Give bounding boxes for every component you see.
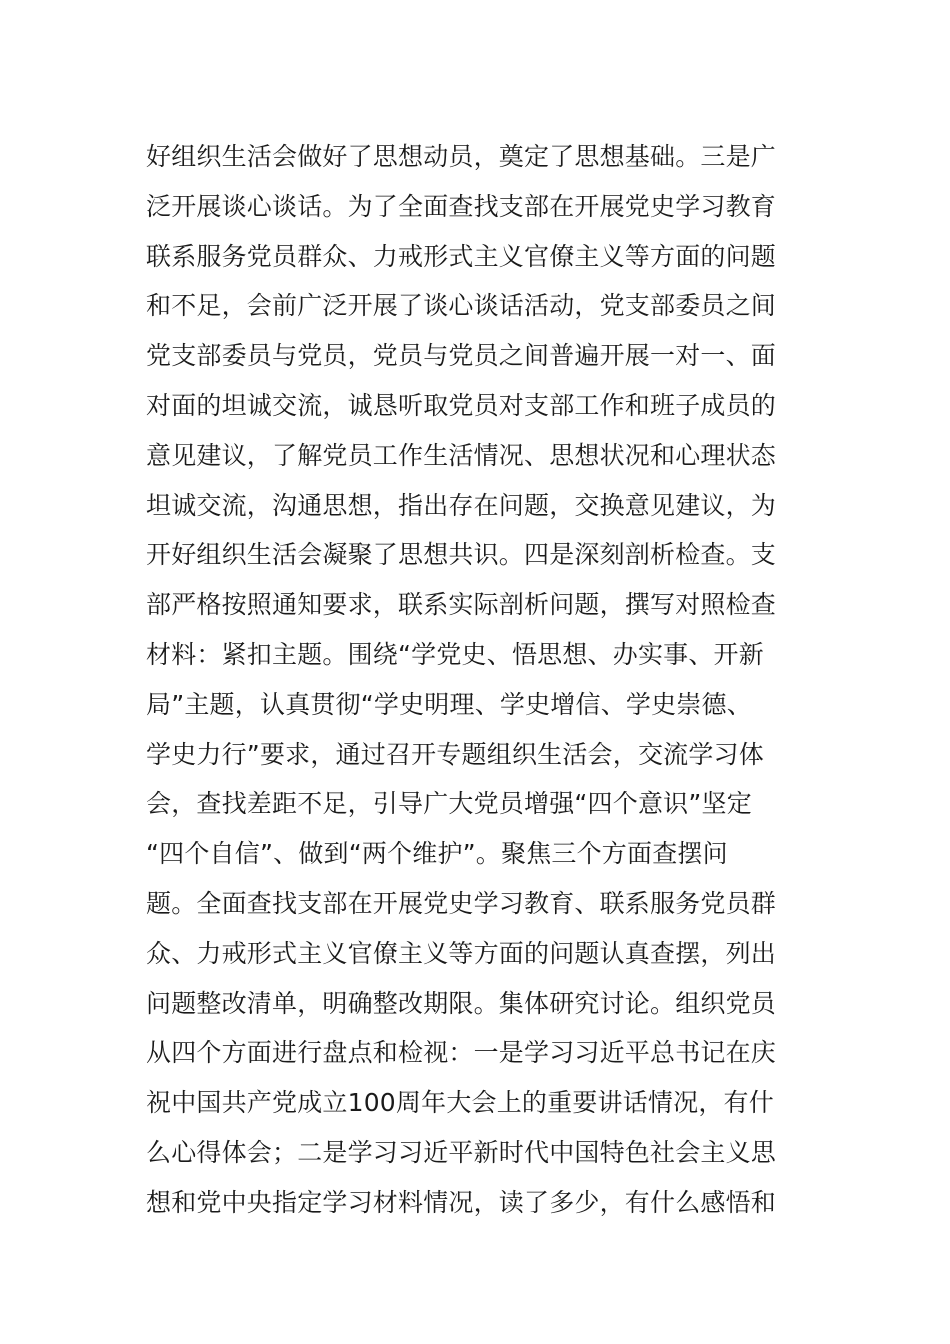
text-line: 对面的坦诚交流，诚恳听取党员对支部工作和班子成员的 <box>146 390 777 420</box>
text-line: 祝中国共产党成立100周年大会上的重要讲话情况，有什 <box>146 1088 774 1118</box>
text-line: 从四个方面进行盘点和检视：一是学习习近平总书记在庆 <box>146 1038 777 1068</box>
text-line: 党支部委员与党员，党员与党员之间普遍开展一对一、面 <box>146 341 777 371</box>
text-line: 意见建议，了解党员工作生活情况、思想状况和心理状态 <box>146 440 777 470</box>
text-line: 想和党中央指定学习材料情况，读了多少，有什么感悟和 <box>146 1187 777 1217</box>
text-line: 部严格按照通知要求，联系实际剖析问题，撰写对照检查 <box>146 590 777 620</box>
text-line: 联系服务党员群众、力戒形式主义官僚主义等方面的问题 <box>146 241 777 271</box>
text-line: 题。全面查找支部在开展党史学习教育、联系服务党员群 <box>146 888 777 918</box>
text-line: 材料：紧扣主题。围绕“学党史、悟思想、办实事、开新 <box>146 639 764 669</box>
text-line: 问题整改清单，明确整改期限。集体研究讨论。组织党员 <box>146 988 777 1018</box>
body-text <box>146 132 826 1228</box>
text-line: 开好组织生活会凝聚了思想共识。四是深刻剖析检查。支 <box>146 540 777 570</box>
text-line: 好组织生活会做好了思想动员，奠定了思想基础。三是广 <box>146 142 777 171</box>
text-line: 坦诚交流，沟通思想，指出存在问题，交换意见建议，为 <box>146 490 777 520</box>
text-line: 学史力行”要求，通过召开专题组织生活会，交流学习体 <box>146 739 764 769</box>
text-line: “四个自信”、做到“两个维护”。聚焦三个方面查摆问 <box>146 839 728 869</box>
text-line: 和不足，会前广泛开展了谈心谈话活动，党支部委员之间 <box>146 291 777 321</box>
text-line: 会，查找差距不足，引导广大党员增强“四个意识”坚定 <box>146 789 752 819</box>
text-line: 众、力戒形式主义官僚主义等方面的问题认真查摆，列出 <box>146 938 777 968</box>
text-line: 么心得体会；二是学习习近平新时代中国特色社会主义思 <box>146 1137 777 1167</box>
text-line: 泛开展谈心谈话。为了全面查找支部在开展党史学习教育 <box>146 191 777 221</box>
text-line: 局”主题，认真贯彻“学史明理、学史增信、学史崇德、 <box>146 689 752 719</box>
